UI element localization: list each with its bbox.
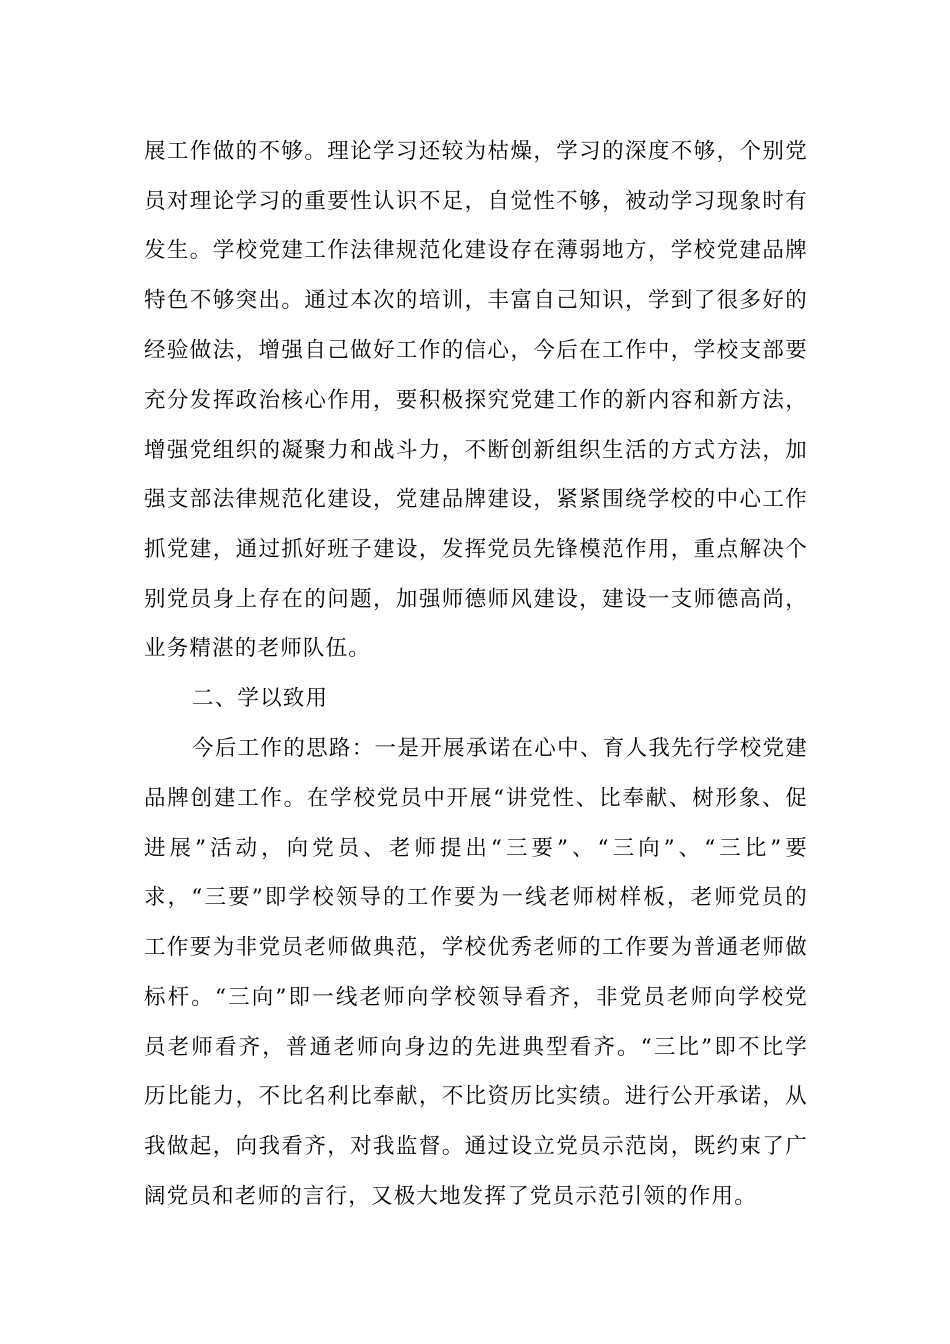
text-line-11: 业务精湛的老师队伍。 [144, 636, 372, 661]
text-line-3: 发生。学校党建工作法律规范化建设存在薄弱地方，学校党建品牌 [144, 238, 808, 263]
text-line-8: 强支部法律规范化建设，党建品牌建设，紧紧围绕学校的中心工作 [144, 487, 808, 512]
text-line-13: 今后工作的思路：一是开展承诺在心中、育人我先行学校党建 [192, 736, 808, 761]
text-line-18: 标杆。“三向”即一线老师向学校领导看齐，非党员老师向学校党 [144, 985, 808, 1010]
text-line-9: 抓党建，通过抓好班子建设，发挥党员先锋模范作用，重点解决个 [144, 537, 808, 562]
section-heading: 二、学以致用 [192, 686, 329, 711]
text-line-14: 品牌创建工作。在学校党员中开展“讲党性、比奉献、树形象、促 [144, 786, 808, 811]
text-line-17: 工作要为非党员老师做典范，学校优秀老师的工作要为普通老师做 [144, 935, 808, 960]
text-line-4: 特色不够突出。通过本次的培训，丰富自己知识，学到了很多好的 [144, 288, 808, 313]
text-line-21: 我做起，向我看齐，对我监督。通过设立党员示范岗，既约束了广 [144, 1134, 808, 1159]
text-line-16: 求，“三要”即学校领导的工作要为一线老师树样板，老师党员的 [144, 885, 808, 910]
text-line-20: 历比能力，不比名利比奉献，不比资历比实绩。进行公开承诺，从 [144, 1084, 808, 1109]
text-line-2: 员对理论学习的重要性认识不足，自觉性不够，被动学习现象时有 [144, 189, 808, 214]
text-line-19: 员老师看齐，普通老师向身边的先进典型看齐。“三比”即不比学 [144, 1035, 808, 1060]
text-line-22: 阔党员和老师的言行，又极大地发挥了党员示范引领的作用。 [144, 1184, 757, 1209]
text-line-1: 展工作做的不够。理论学习还较为枯燥，学习的深度不够，个别党 [144, 139, 808, 164]
text-line-7: 增强党组织的凝聚力和战斗力，不断创新组织生活的方式方法，加 [144, 438, 808, 463]
text-line-15: 进展”活动，向党员、老师提出“三要”、“三向”、“三比”要 [144, 836, 808, 861]
text-line-6: 充分发挥政治核心作用，要积极探究党建工作的新内容和新方法， [144, 388, 808, 413]
text-line-10: 别党员身上存在的问题，加强师德师风建设，建设一支师德高尚， [144, 587, 808, 612]
text-line-5: 经验做法，增强自己做好工作的信心，今后在工作中，学校支部要 [144, 338, 808, 363]
